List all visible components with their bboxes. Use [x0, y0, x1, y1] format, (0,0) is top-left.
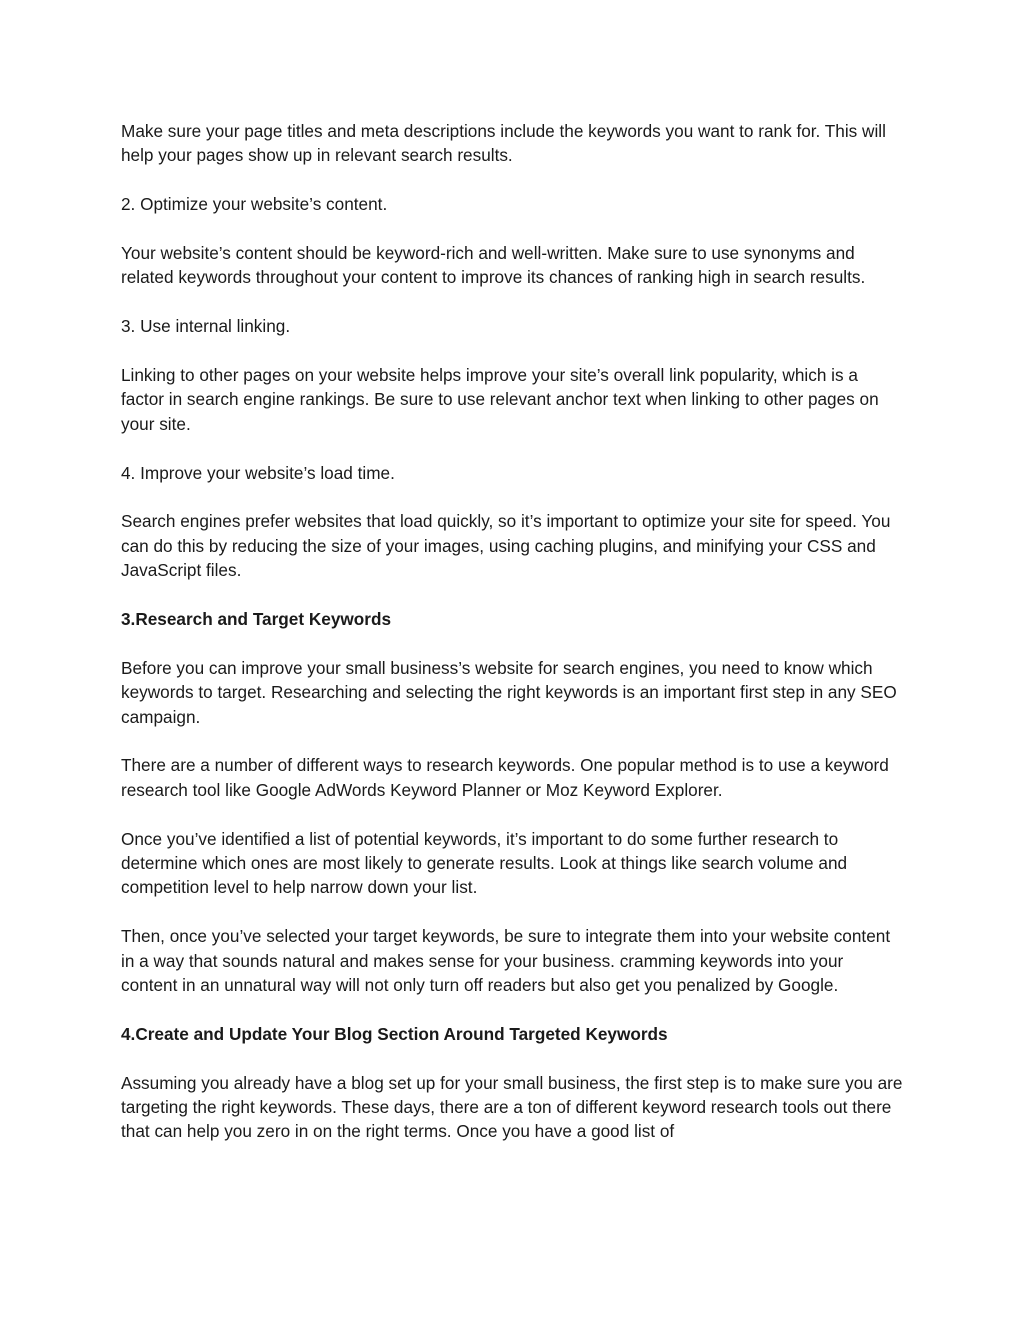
paragraph: Make sure your page titles and meta descriptions include the keywords you want to rank for. This will help your pages show up in relevant search results.	[121, 121, 886, 166]
list-item-heading: 4. Improve your website’s load time.	[121, 462, 395, 483]
section-heading: 3.Research and Target Keywords	[121, 609, 392, 630]
list-item-heading: 2. Optimize your website’s content.	[121, 194, 388, 215]
paragraph: Before you can improve your small business’s website for search engines, you need to know which keywords to target. Researching and selecting the right keywords is an important first step in any SEO campaign.	[121, 657, 897, 727]
paragraph: Assuming you already have a blog set up for your small business, the first step is to make sure you are targeting the right keywords. These days, there are a ton of different keyword research tools out there that can help you zero in on the right terms. Once you have a good list of	[121, 1072, 903, 1142]
section-heading: 4.Create and Update Your Blog Section Around Targeted Keywords	[121, 1023, 668, 1044]
list-item-heading: 3. Use internal linking.	[121, 316, 291, 337]
paragraph: Linking to other pages on your website helps improve your site’s overall link popularity, which is a factor in search engine rankings. Be sure to use relevant anchor text when linking to other pages on your site.	[121, 365, 879, 434]
document-body	[121, 119, 903, 1168]
paragraph: Then, once you’ve selected your target keywords, be sure to integrate them into your website content in a way that sounds natural and makes sense for your business. cramming keywords into your content in an unnatural way will not only turn off readers but also get you penalized by Google.	[121, 926, 891, 996]
paragraph: There are a number of different ways to research keywords. One popular method is to use a keyword research tool like Google AdWords Keyword Planner or Moz Keyword Explorer.	[121, 755, 889, 800]
paragraph: Search engines prefer websites that load quickly, so it’s important to optimize your site for speed. You can do this by reducing the size of your images, using caching plugins, and minifying your CSS and JavaScript files.	[121, 511, 891, 581]
paragraph: Once you’ve identified a list of potential keywords, it’s important to do some further research to determine which ones are most likely to generate results. Look at things like search volume and competition level to help narrow down your list.	[121, 828, 848, 898]
paragraph: Your website’s content should be keyword-rich and well-written. Make sure to use synonyms and related keywords throughout your content to improve its chances of ranking high in search results.	[121, 243, 866, 288]
